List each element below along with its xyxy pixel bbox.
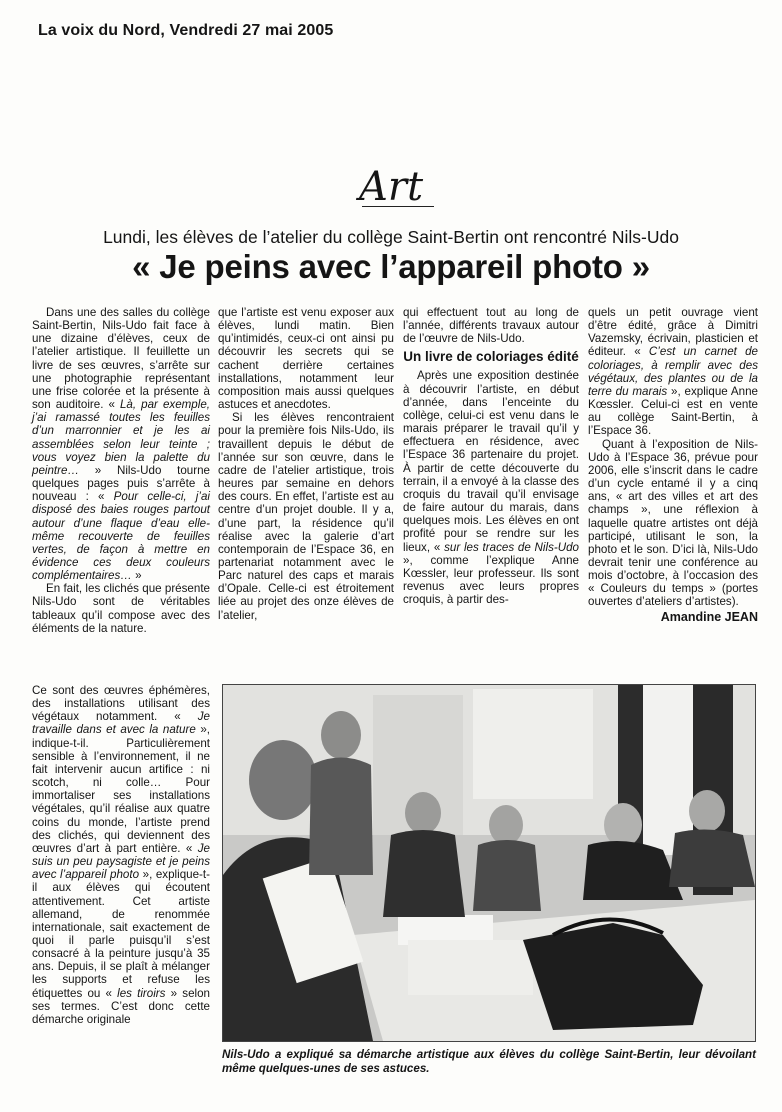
article-column-2 [218, 306, 394, 622]
paragraph: Quant à l’exposition de Nils-Udo à l’Espace 36, prévue pour 2006, elle s’inscrit dans le cadre d’un cycle entamé il y a cinq ans, « art des villes et art des champs », une réflexion à laquelle quatre artistes ont déjà participé, utilisant le son, la photo et le son. D’ici là, Nils-Udo devrait tenir une conférence au mois d’octobre, à l’occasion des « Couleurs du temps » (portes ouvertes d’ateliers d’artistes). [588, 437, 758, 609]
paragraph: qui effectuent tout au long de l’année, différents travaux autour de l’œuvre de Nils-Udo. [403, 306, 579, 346]
section-rubric [0, 164, 782, 210]
article-column-3 [403, 306, 579, 606]
section-rubric-label: Art [358, 164, 424, 210]
paragraph: En fait, les clichés que présente Nils-Udo sont de véritables tableaux qu’il compose avec des éléments de la nature. [32, 582, 210, 635]
paragraph: Après une exposition destinée à découvrir l’artiste, en début d’année, dans l’enceinte du collège, celui-ci est venu dans le marais préparer le travail qu’il y effectuera en résidence, avec l’Espace 36 partenaire du projet. À partir de cette découverte du terrain, il a envoyé à la classe des croquis du travail qu’il envisage de faire autour du marais, dans quelques mois. Les élèves en ont profité pour se rendre sur les lieux, « sur les traces de Nils-Udo », comme l’explique Anne Kœssler, leur professeur. Ils sont revenus avec leurs propres croquis, à partir des- [403, 369, 580, 607]
article-headline: « Je peins avec l’appareil photo » [132, 248, 650, 285]
photo-caption: Nils-Udo a expliqué sa démarche artistique aux élèves du collège Saint-Bertin, leur dévoilant même quelques-unes de ses astuces. [222, 1048, 756, 1075]
article-subheading: Un livre de coloriages édité [403, 349, 579, 365]
article-column-1 [32, 306, 210, 635]
article-column-4 [588, 306, 758, 624]
paragraph: Dans une des salles du collège Saint-Bertin, Nils-Udo fait face à une dizaine d’élèves, ceux de l’atelier artistique. Il feuillette un livre de ses œuvres, s’arrête sur une photographie représentant une frise colorée et la présente à son auditoire. « Là, par exemple, j’ai ramassé toutes les feuilles d’un marronnier et je les ai assemblées selon leur teinte ; vous voyez bien la palette du peintre… » Nils-Udo tourne quelques pages puis s’arrête à nouveau : « Pour celle-ci, j’ai disposé des baies rouges partout autour d’une flaque d’eau elle-même recouverte de feuilles vertes, de façon à mettre en évidence ces deux couleurs complémentaires… » [32, 306, 210, 583]
author-byline: Amandine JEAN [660, 609, 758, 624]
paragraph: Ce sont des œuvres éphémères, des installations utilisant des végétaux notamment. « Je travaille dans et avec la nature », indique-t-il. Particulièrement sensible à l’environnement, il ne fait intervenir aucun artifice : ni scotch, ni colle… Pour immortaliser ses installations végétales, qu’il réalise aux quatre coins du monde, l’artiste prend des clichés, qui deviennent des œuvres d’art à part entière. « Je suis un peu paysagiste et je peins avec l’appareil photo », explique-t-il aux élèves qui écoutent attentivement. Cet artiste allemand, de renommée internationale, sait exactement de quoi il parle puisqu’il s’est consacré à la peinture jusqu’à 35 ans. Depuis, il se plaît à mélanger les supports et refuse les étiquettes ou « les tiroirs » selon ses termes. C’est donc cette démarche originale [32, 684, 210, 1026]
article-surtitle: Lundi, les élèves de l’atelier du collège Saint-Bertin ont rencontré Nils-Udo [103, 227, 679, 247]
article-column-1-continued [32, 684, 210, 1026]
article-photo [222, 684, 756, 1042]
paragraph: quels un petit ouvrage vient d’être édité, grâce à Dimitri Vazemsky, écrivain, plasticien et éditeur. « C’est un carnet de coloriages, à remplir avec des végétaux, des plantes ou de la terre du marais », explique Anne Kœssler. Celui-ci est en vente au collège Saint-Bertin, à l’Espace 36. [588, 306, 758, 438]
paragraph: que l’artiste est venu exposer aux élèves, lundi matin. Bien qu’intimidés, ceux-ci ont ainsi pu découvrir les secrets qui se cachent derrière certaines installations, notamment leur composition mais aussi quelques astuces et anecdotes. [218, 306, 394, 412]
newspaper-source-line: La voix du Nord, Vendredi 27 mai 2005 [38, 22, 334, 39]
photo-illustration [223, 685, 755, 1041]
paragraph: Si les élèves rencontraient pour la première fois Nils-Udo, ils travaillent depuis le début de l’année sur son œuvre, dans le cadre de l’atelier artistique, trois heures par semaine en dehors des cours. En effet, l’artiste est au centre d’un projet double. Il y a, d’une part, la résidence qu’il réalise avec la galerie d’art contemporain de l’Espace 36, en partenariat notamment avec le Parc naturel des caps et marais d’Opale. Celle-ci est étroitement liée au projet des onze élèves de l’atelier, [218, 411, 394, 622]
rubric-underline [362, 206, 434, 207]
